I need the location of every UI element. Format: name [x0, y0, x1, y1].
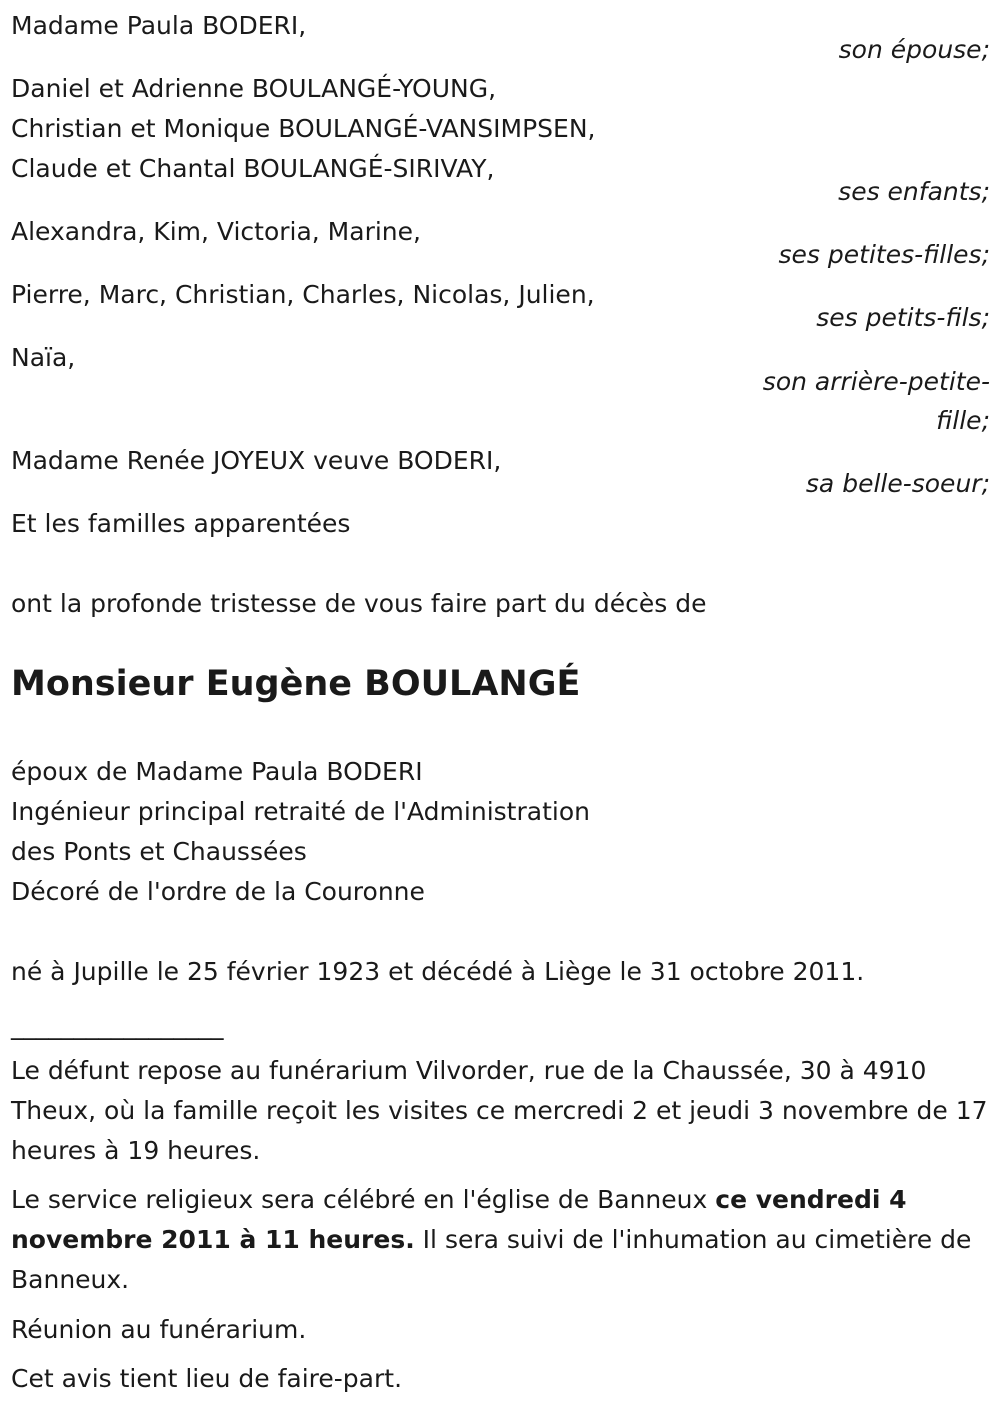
detail-line: Décoré de l'ordre de la Couronne: [11, 877, 425, 906]
service-rest: Il sera suivi de l'inhumation au cimetière de Banneux.: [11, 1225, 972, 1294]
relation-label: ses petits-fils;: [816, 303, 990, 332]
relative-name: Madame Paula BODERI,: [11, 11, 307, 40]
relation-label: ses enfants;: [838, 177, 990, 206]
deceased-name: Monsieur Eugène BOULANGÉ: [11, 664, 581, 704]
reunion-line: Réunion au funérarium.: [11, 1315, 307, 1344]
relation-label: sa belle-soeur;: [805, 469, 990, 498]
detail-line: époux de Madame Paula BODERI: [11, 757, 423, 786]
birth-death-line: né à Jupille le 25 février 1923 et décédé à Liège le 31 octobre 2011.: [11, 957, 865, 986]
service-intro: Le service religieux sera célébré en l'église de Banneux: [11, 1185, 716, 1214]
funeral-home-paragraph: Le défunt repose au funérarium Vilvorder, rue de la Chaussée, 30 à 4910 Theux, où la famille reçoit les visites ce mercredi 2 et jeudi 3 novembre de 17 heures à 19 heures.: [11, 1056, 988, 1165]
service-paragraph: [11, 1180, 989, 1300]
families-line: Et les familles apparentées: [11, 509, 351, 538]
relation-label: ses petites-filles;: [778, 240, 990, 269]
relative-name: Daniel et Adrienne BOULANGÉ-YOUNG,: [11, 74, 497, 103]
notice-line: Cet avis tient lieu de faire-part.: [11, 1364, 403, 1393]
separator: _________________: [11, 1011, 224, 1040]
detail-line: Ingénieur principal retraité de l'Administration: [11, 797, 590, 826]
service-date: ce vendredi 4 novembre 2011 à 11 heures.: [11, 1185, 907, 1254]
relation-label: fille;: [936, 406, 990, 435]
announcement-text: ont la profonde tristesse de vous faire part du décès de: [11, 589, 707, 618]
detail-line: des Ponts et Chaussées: [11, 837, 307, 866]
relative-name: Pierre, Marc, Christian, Charles, Nicolas, Julien,: [11, 280, 595, 309]
relative-name: Madame Renée JOYEUX veuve BODERI,: [11, 446, 502, 475]
relative-name: Naïa,: [11, 343, 76, 372]
relative-name: Christian et Monique BOULANGÉ-VANSIMPSEN,: [11, 114, 596, 143]
relation-label: son arrière-petite-: [762, 367, 990, 396]
relation-label: son épouse;: [838, 35, 990, 64]
relative-name: Claude et Chantal BOULANGÉ-SIRIVAY,: [11, 154, 495, 183]
relative-name: Alexandra, Kim, Victoria, Marine,: [11, 217, 421, 246]
